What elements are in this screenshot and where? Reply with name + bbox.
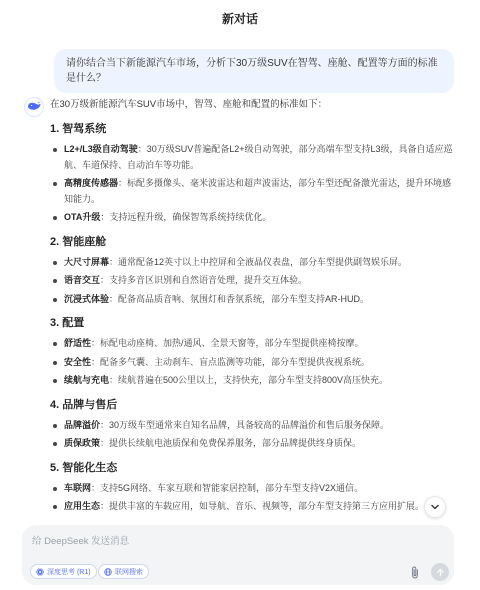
bullet-dot <box>53 505 57 509</box>
bullet-list <box>50 481 454 515</box>
user-message: 请你结合当下新能源汽车市场，分析下30万级SUV在智驾、座舱、配置等方面的标准是什么？ <box>54 49 454 93</box>
bullet-dot <box>53 182 57 186</box>
web-search-toggle[interactable] <box>98 564 149 579</box>
chat-header <box>0 0 480 36</box>
section-title: 3. 配置 <box>50 317 85 329</box>
bullet-dot <box>53 424 57 428</box>
answer-section <box>50 122 454 226</box>
bullet-dot <box>53 487 57 491</box>
list-item <box>50 292 454 308</box>
list-item <box>50 336 454 352</box>
item-text: ：标配多摄像头、毫米波雷达和超声波雷达，部分车型还配备激光雷达，提升环境感知能力。 <box>64 178 452 204</box>
list-item <box>50 355 454 371</box>
deep-think-label: 深度思考 (R1) <box>47 568 91 576</box>
answer-intro: 在30万级新能源汽车SUV市场中，智驾、座舱和配置的标准如下： <box>50 99 328 110</box>
item-text: ：支持远程升级，确保智驾系统持续优化。 <box>100 212 272 222</box>
bullet-dot <box>53 216 57 220</box>
item-text: ：续航普遍在500公里以上，支持快充，部分车型支持800V高压快充。 <box>109 375 389 385</box>
bullet-dot <box>53 298 57 302</box>
item-label: 大尺寸屏幕 <box>64 256 110 267</box>
whale-logo-icon <box>27 101 41 113</box>
item-text: ：通常配备12英寸以上中控屏和全液晶仪表盘，部分车型提供副驾娱乐屏。 <box>109 256 408 267</box>
bullet-dot <box>53 361 57 365</box>
list-item <box>50 142 454 173</box>
bullet-list <box>50 255 454 308</box>
item-label: 车联网 <box>64 482 92 493</box>
item-label: 续航与充电 <box>64 375 110 385</box>
item-label: 沉浸式体验 <box>64 293 110 304</box>
bullet-list <box>50 418 454 452</box>
bullet-dot <box>53 148 57 152</box>
item-label: 质保政策 <box>64 438 101 448</box>
atom-icon <box>36 568 44 576</box>
item-text: ：支持5G网络、车家互联和智能家居控制，部分车型支持V2X通信。 <box>91 482 364 493</box>
item-text: ：标配电动座椅、加热/通风、全景天窗等，部分车型提供座椅按摩。 <box>91 338 364 348</box>
item-text: ：30万级SUV普遍配备L2+级自动驾驶，部分高端车型支持L3级，具备自适应巡航、车道保持、自动泊车等功能。 <box>64 144 453 170</box>
list-item <box>50 255 454 271</box>
list-item <box>50 210 454 226</box>
item-label: 高精度传感器 <box>64 178 119 188</box>
chevron-down-icon <box>430 502 440 512</box>
list-item <box>50 481 454 497</box>
answer-section <box>50 235 454 308</box>
assistant-avatar <box>24 97 44 117</box>
item-text: ：支持多音区识别和自然语音处理，提升交互体验。 <box>100 275 308 285</box>
chat-title: 新对话 <box>221 11 258 26</box>
item-text: ：配备多气囊、主动刹车、盲点监测等功能，部分车型提供夜视系统。 <box>91 356 371 367</box>
list-item <box>50 499 454 515</box>
item-label: 安全性 <box>64 356 92 367</box>
item-label: OTA升级 <box>64 212 101 222</box>
scroll-to-bottom-button[interactable] <box>424 496 446 518</box>
send-button[interactable] <box>431 563 449 581</box>
deep-think-toggle[interactable] <box>30 564 97 579</box>
list-item <box>50 418 454 434</box>
bullet-dot <box>53 342 57 346</box>
bullet-dot <box>53 279 57 283</box>
message-input[interactable]: 给 DeepSeek 发送消息 <box>32 536 130 547</box>
item-label: 品牌溢价 <box>64 419 101 430</box>
attach-button[interactable] <box>408 565 422 579</box>
message-composer <box>22 525 454 585</box>
section-title: 2. 智能座舱 <box>50 235 107 248</box>
answer-section <box>50 398 454 452</box>
answer-sections <box>50 122 454 515</box>
list-item <box>50 176 454 207</box>
bullet-dot <box>53 379 57 383</box>
bullet-dot <box>53 442 57 446</box>
assistant-answer <box>50 98 454 524</box>
answer-section <box>50 316 454 389</box>
list-item <box>50 436 454 452</box>
section-title: 1. 智驾系统 <box>50 123 107 135</box>
list-item <box>50 273 454 289</box>
item-text: ：配备高品质音响、氛围灯和香氛系统，部分车型支持AR-HUD。 <box>109 293 370 304</box>
web-search-label: 联网搜索 <box>115 568 143 576</box>
item-text: ：提供长续航电池质保和免费保养服务，部分品牌提供终身质保。 <box>100 438 362 448</box>
globe-icon <box>104 568 112 576</box>
section-title: 4. 品牌与售后 <box>50 398 118 411</box>
answer-section <box>50 461 454 515</box>
item-text: ：30万级车型通常来自知名品牌，具备较高的品牌溢价和售后服务保障。 <box>100 419 390 430</box>
section-title: 5. 智能化生态 <box>50 461 118 474</box>
item-label: L2+/L3级自动驾驶 <box>64 144 138 154</box>
bullet-list <box>50 142 454 226</box>
arrow-up-icon <box>436 568 445 577</box>
bullet-list <box>50 336 454 389</box>
paperclip-icon <box>410 566 420 579</box>
item-label: 舒适性 <box>64 338 92 348</box>
item-text: ：提供丰富的车载应用，如导航、音乐、视频等，部分车型支持第三方应用扩展。 <box>100 501 425 511</box>
bullet-dot <box>53 261 57 265</box>
item-label: 语音交互 <box>64 275 101 285</box>
list-item <box>50 373 454 389</box>
item-label: 应用生态 <box>64 501 101 511</box>
